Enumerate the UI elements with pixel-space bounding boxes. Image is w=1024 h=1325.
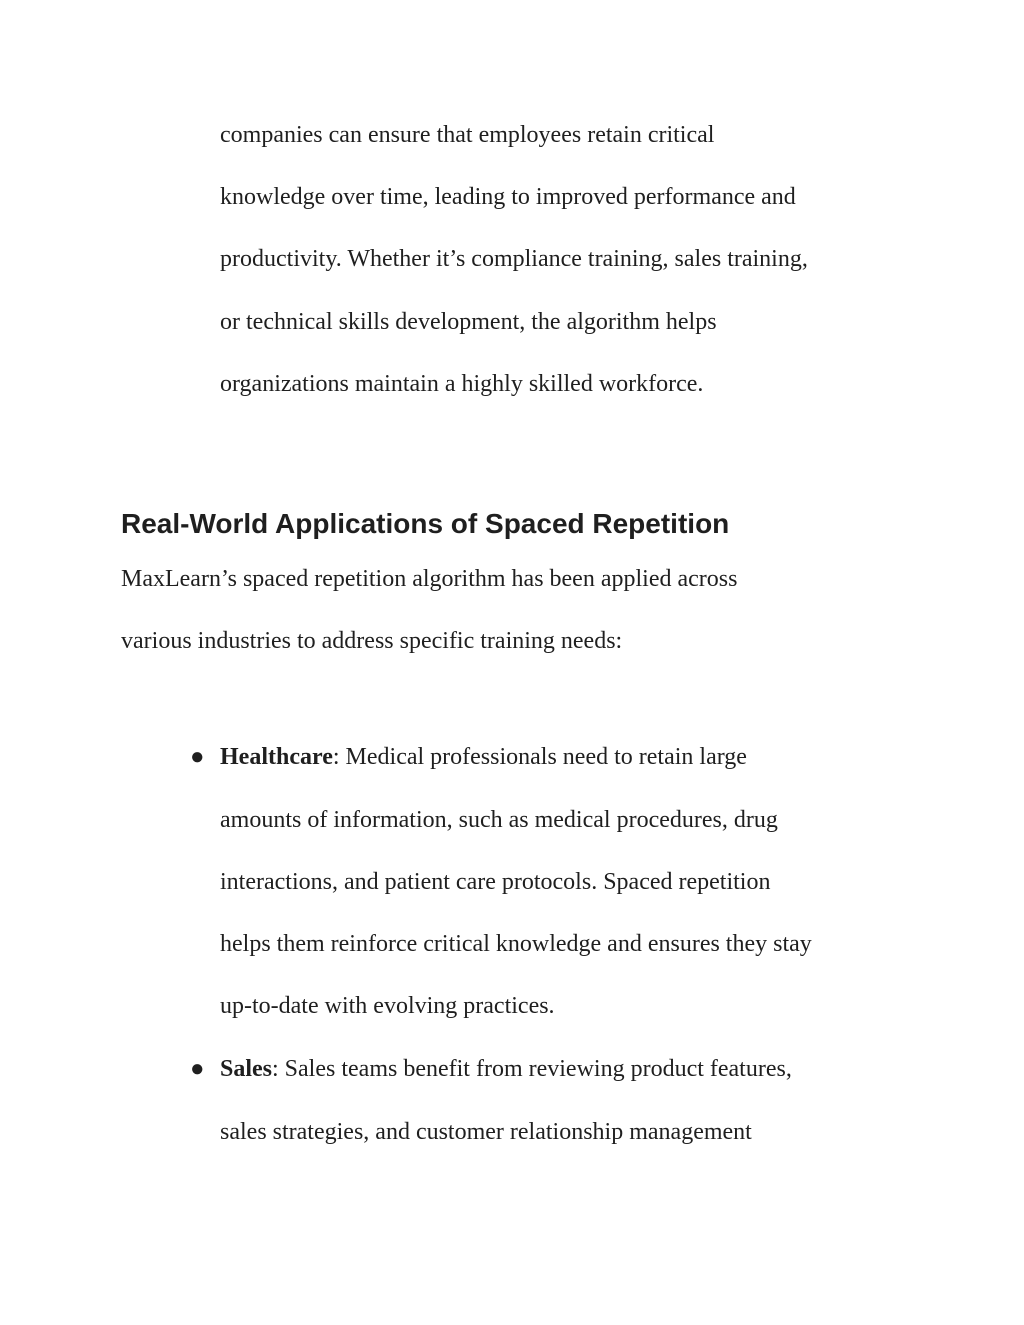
bullet-marker: ● — [190, 744, 205, 770]
paragraph-line: knowledge over time, leading to improved performance and — [220, 184, 796, 210]
paragraph-line: or technical skills development, the algorithm helps — [220, 309, 717, 335]
list-item-line: amounts of information, such as medical procedures, drug — [220, 807, 778, 833]
list-item-text: : Medical professionals need to retain large — [332, 744, 747, 770]
list-item-first-line — [220, 742, 747, 772]
list-item-term: Sales — [220, 1056, 273, 1082]
bullet-marker: ● — [190, 1056, 205, 1082]
paragraph-line: organizations maintain a highly skilled workforce. — [220, 371, 704, 397]
list-item-term: Healthcare — [220, 744, 333, 770]
section-heading: Real-World Applications of Spaced Repetition — [121, 508, 730, 539]
paragraph-line: productivity. Whether it’s compliance training, sales training, — [220, 246, 808, 272]
list-item-line: up-to-date with evolving practices. — [220, 993, 555, 1019]
list-item-line: helps them reinforce critical knowledge and ensures they stay — [220, 931, 812, 957]
list-item-line: interactions, and patient care protocols. Spaced repetition — [220, 869, 771, 895]
list-item-first-line — [220, 1054, 792, 1084]
paragraph-line: MaxLearn’s spaced repetition algorithm has been applied across — [121, 566, 738, 592]
list-item-line: sales strategies, and customer relationship management — [220, 1119, 752, 1145]
paragraph-line: companies can ensure that employees retain critical — [220, 122, 715, 148]
list-item-text: : Sales teams benefit from reviewing product features, — [272, 1056, 792, 1082]
paragraph-line: various industries to address specific training needs: — [121, 628, 623, 654]
